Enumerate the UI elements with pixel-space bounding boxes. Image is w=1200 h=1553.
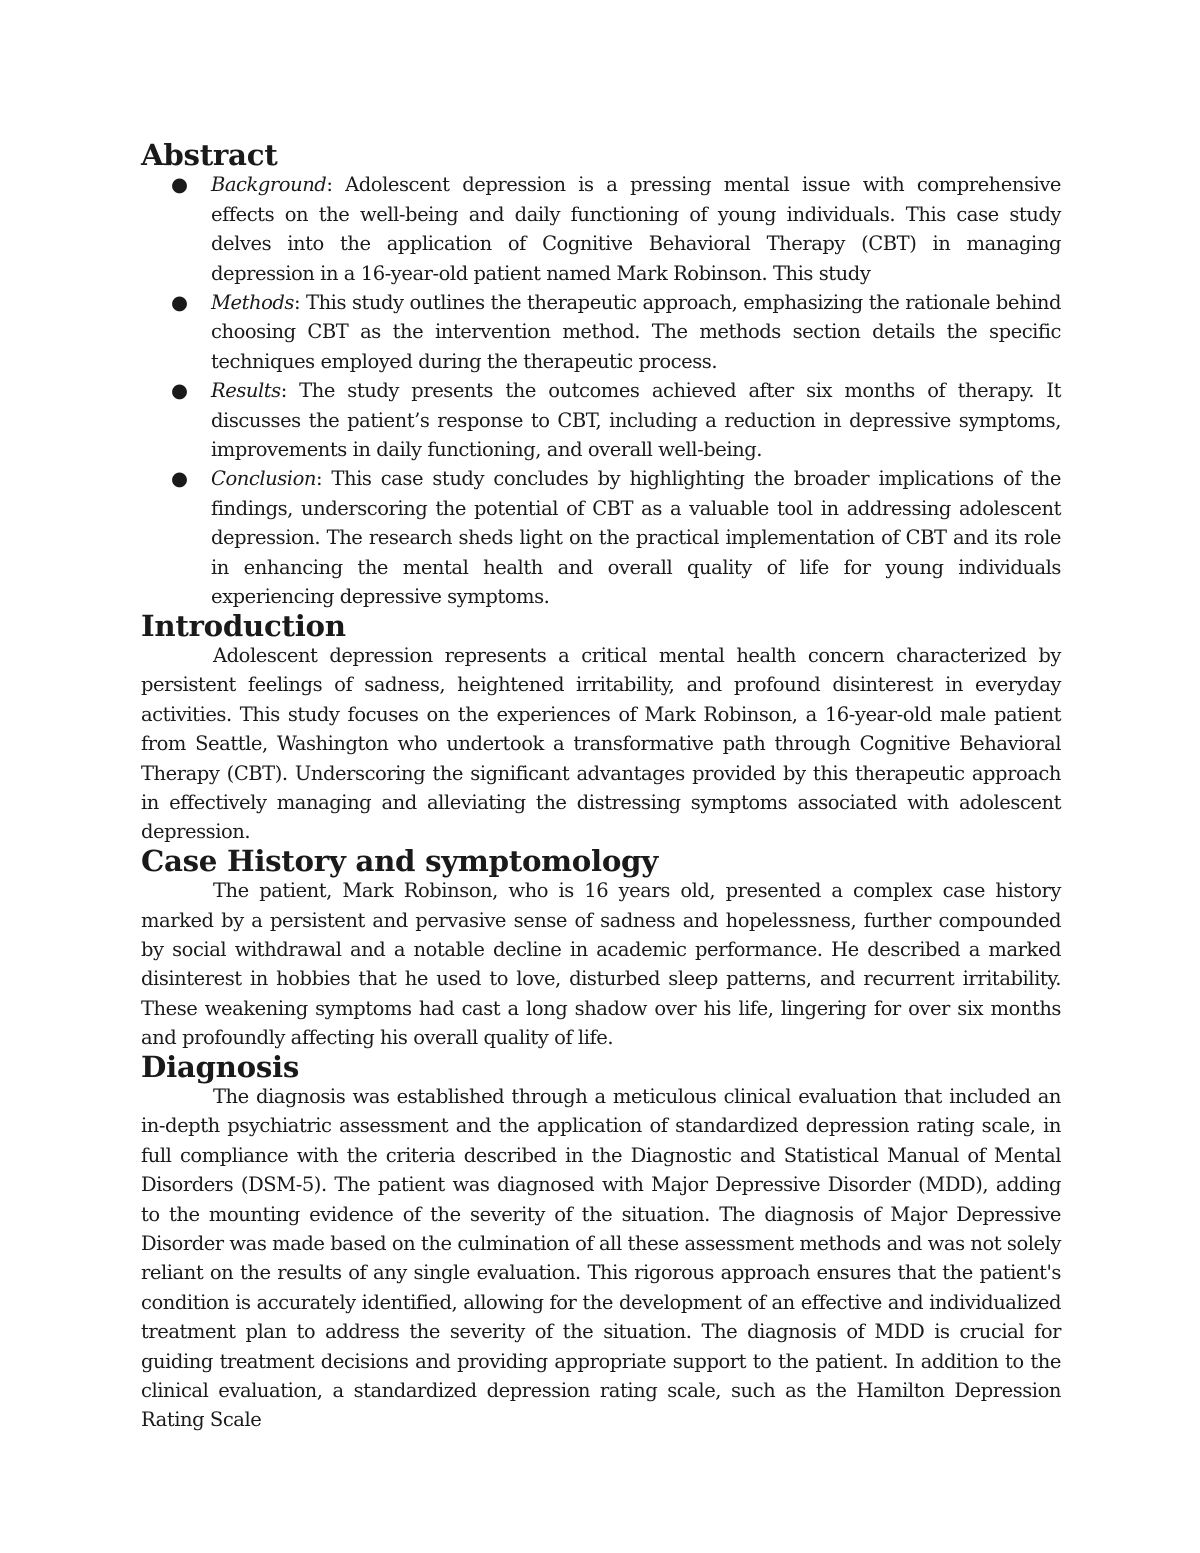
list-item-label: Methods bbox=[211, 291, 294, 315]
list-item-text: : This study outlines the therapeutic approach, emphasizing the rationale behind choosing CBT as the intervention method. The methods section details the specific techniques employed during the therapeutic process. bbox=[211, 291, 1061, 373]
bullet-icon: ● bbox=[171, 379, 188, 403]
introduction-heading: Introduction bbox=[141, 608, 346, 643]
diagnosis-heading: Diagnosis bbox=[141, 1049, 300, 1084]
introduction-paragraph: Adolescent depression represents a critical mental health concern characterized by persistent feelings of sadness, heightened irritability, and profound disinterest in everyday activities. This study focuses on the experiences of Mark Robinson, a 16-year-old male patient from Seattle, Washington who undertook a transformative path through Cognitive Behavioral Therapy (CBT). Underscoring the significant advantages provided by this therapeutic approach in effectively managing and alleviating the distressing symptoms associated with adolescent depression. bbox=[141, 643, 1061, 844]
list-item bbox=[171, 288, 1061, 376]
abstract-heading: Abstract bbox=[141, 138, 278, 172]
list-item-text: : Adolescent depression is a pressing mental issue with comprehensive effects on the well-being and daily functioning of young individuals. This case study delves into the application of Cognitive Behavioral Therapy (CBT) in managing depression in a 16-year-old patient named Mark Robinson. This study bbox=[211, 173, 1061, 285]
list-item-label: Results bbox=[211, 379, 281, 403]
list-item bbox=[171, 170, 1061, 288]
case-history-heading: Case History and symptomology bbox=[141, 843, 658, 878]
document-page bbox=[141, 138, 1061, 1435]
diagnosis-paragraph: The diagnosis was established through a meticulous clinical evaluation that included an in-depth psychiatric assessment and the application of standardized depression rating scale, in full compliance with the criteria described in the Diagnostic and Statistical Manual of Mental Disorders (DSM-5). The patient was diagnosed with Major Depressive Disorder (MDD), adding to the mounting evidence of the severity of the situation. The diagnosis of Major Depressive Disorder was made based on the culmination of all these assessment methods and was not solely reliant on the results of any single evaluation. This rigorous approach ensures that the patient's condition is accurately identified, allowing for the development of an effective and individualized treatment plan to address the severity of the situation. The diagnosis of MDD is crucial for guiding treatment decisions and providing appropriate support to the patient. In addition to the clinical evaluation, a standardized depression rating scale, such as the Hamilton Depression Rating Scale bbox=[141, 1085, 1061, 1432]
bullet-icon: ● bbox=[171, 467, 188, 491]
bullet-icon: ● bbox=[171, 173, 188, 197]
list-item bbox=[171, 464, 1061, 611]
abstract-list bbox=[141, 170, 1061, 611]
bullet-icon: ● bbox=[171, 291, 188, 315]
list-item-text: : This case study concludes by highlighting the broader implications of the findings, underscoring the potential of CBT as a valuable tool in addressing adolescent depression. The research sheds light on the practical implementation of CBT and its role in enhancing the mental health and overall quality of life for young individuals experiencing depressive symptoms. bbox=[211, 467, 1061, 609]
case-history-paragraph: The patient, Mark Robinson, who is 16 years old, presented a complex case history marked by a persistent and pervasive sense of sadness and hopelessness, further compounded by social withdrawal and a notable decline in academic performance. He described a marked disinterest in hobbies that he used to love, disturbed sleep patterns, and recurrent irritability. These weakening symptoms had cast a long shadow over his life, lingering for over six months and profoundly affecting his overall quality of life. bbox=[141, 879, 1061, 1050]
list-item-label: Conclusion bbox=[211, 467, 316, 491]
list-item-label: Background bbox=[211, 173, 327, 197]
list-item bbox=[171, 376, 1061, 464]
list-item-text: : The study presents the outcomes achieved after six months of therapy. It discusses the patient’s response to CBT, including a reduction in depressive symptoms, improvements in daily functioning, and overall well-being. bbox=[211, 379, 1061, 462]
